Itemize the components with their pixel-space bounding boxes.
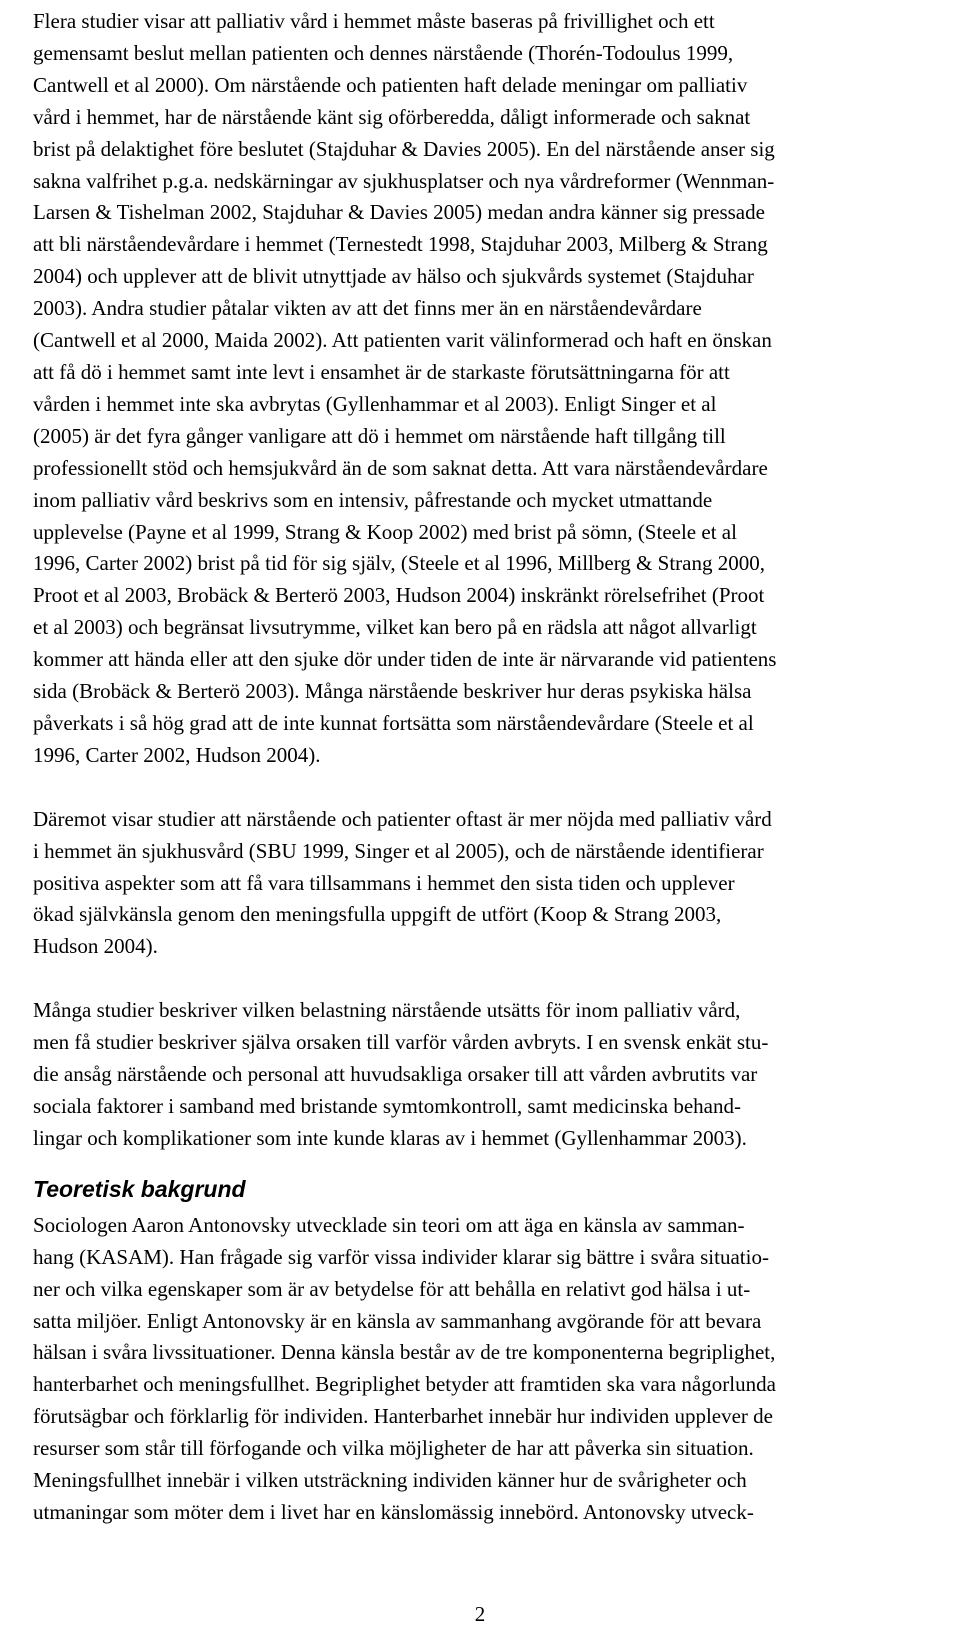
text-line: hälsan i svåra livssituationer. Denna känsla består av de tre komponenterna begriplighet, (33, 1340, 776, 1365)
text-line: Meningsfullhet innebär i vilken utsträckning individen känner hur de svårigheter och (33, 1468, 747, 1493)
text-line: sakna valfrihet p.g.a. nedskärningar av sjukhusplatser och nya vårdreformer (Wennman- (33, 168, 775, 193)
text-line: die ansåg närstående och personal att huvudsakliga orsaker till att vården avbrutits var (33, 1062, 758, 1087)
text-line: att få dö i hemmet samt inte levt i ensamhet är de starkaste förutsättningarna för att (33, 359, 730, 384)
text-line: sida (Brobäck & Berterö 2003). Många närstående beskriver hur deras psykiska hälsa (33, 679, 752, 704)
text-line: inom palliativ vård beskrivs som en intensiv, påfrestande och mycket utmattande (33, 487, 713, 512)
text-line: satta miljöer. Enligt Antonovsky är en känsla av sammanhang avgörande för att bevara (33, 1308, 762, 1333)
text-line: Sociologen Aaron Antonovsky utvecklade sin teori om att äga en känsla av samman- (33, 1212, 745, 1237)
text-line: brist på delaktighet före beslutet (Stajduhar & Davies 2005). En del närstående anser sig (33, 136, 775, 161)
page-number: 2 (474, 1602, 486, 1626)
text-line: Hudson 2004). (33, 934, 158, 959)
paragraph-3 (33, 995, 920, 1155)
text-line: Många studier beskriver vilken belastning närstående utsätts för inom palliativ vård, (33, 998, 741, 1023)
text-line: professionellt stöd och hemsjukvård än de som saknat detta. Att vara närståendevårdare (33, 455, 768, 480)
text-line: Däremot visar studier att närstående och patienter oftast är mer nöjda med palliativ vård (33, 806, 772, 831)
paragraph-1 (33, 6, 920, 772)
text-line: 1996, Carter 2002) brist på tid för sig själv, (Steele et al 1996, Millberg & Strang 2000, (33, 551, 765, 576)
text-line: positiva aspekter som att få vara tillsammans i hemmet den sista tiden och upplever (33, 870, 735, 895)
text-line: et al 2003) och begränsat livsutrymme, vilket kan bero på en rädsla att något allvarligt (33, 615, 757, 640)
text-line: ökad självkänsla genom den meningsfulla uppgift de utfört (Koop & Strang 2003, (33, 902, 722, 927)
paragraph-2 (33, 804, 920, 964)
section-heading: Teoretisk bakgrund (33, 1175, 246, 1202)
text-line: lingar och komplikationer som inte kunde klaras av i hemmet (Gyllenhammar 2003). (33, 1125, 747, 1150)
text-line: utmaningar som möter dem i livet har en känslomässig innebörd. Antonovsky utveck- (33, 1499, 754, 1524)
text-line: Cantwell et al 2000). Om närstående och patienten haft delade meningar om palliativ (33, 72, 748, 97)
text-line: resurser som står till förfogande och vilka möjligheter de har att påverka sin situation. (33, 1436, 754, 1461)
text-line: Flera studier visar att palliativ vård i hemmet måste baseras på frivillighet och ett (33, 9, 715, 33)
text-line: förutsägbar och förklarlig för individen. Hanterbarhet innebär hur individen upplever de (33, 1404, 773, 1429)
text-line: vården i hemmet inte ska avbrytas (Gyllenhammar et al 2003). Enligt Singer et al (33, 391, 717, 416)
text-line: påverkats i så hög grad att de inte kunnat fortsätta som närståendevårdare (Steele et al (33, 710, 754, 735)
text-line: Proot et al 2003, Brobäck & Berterö 2003, Hudson 2004) inskränkt rörelsefrihet (Proot (33, 583, 765, 608)
text-line: Larsen & Tishelman 2002, Stajduhar & Davies 2005) medan andra känner sig pressade (33, 200, 765, 225)
text-line: hanterbarhet och meningsfullhet. Begriplighet betyder att framtiden ska vara någorlunda (33, 1372, 776, 1397)
text-line: hang (KASAM). Han frågade sig varför vissa individer klarar sig bättre i svåra situatio- (33, 1244, 769, 1269)
text-line: (2005) är det fyra gånger vanligare att dö i hemmet om närstående haft tillgång till (33, 423, 726, 448)
text-line: upplevelse (Payne et al 1999, Strang & Koop 2002) med brist på sömn, (Steele et al (33, 519, 737, 544)
text-line: 2003). Andra studier påtalar vikten av att det finns mer än en närståendevårdare (33, 296, 702, 321)
text-line: gemensamt beslut mellan patienten och dennes närstående (Thorén-Todoulus 1999, (33, 40, 734, 65)
text-line: i hemmet än sjukhusvård (SBU 1999, Singer et al 2005), och de närstående identifierar (33, 838, 764, 863)
text-line: 2004) och upplever att de blivit utnyttjade av hälso och sjukvårds systemet (Stajduhar (33, 264, 754, 289)
text-line: ner och vilka egenskaper som är av betydelse för att behålla en relativt god hälsa i ut- (33, 1276, 751, 1301)
text-line: (Cantwell et al 2000, Maida 2002). Att patienten varit välinformerad och haft en önskan (33, 328, 772, 353)
text-line: kommer att hända eller att den sjuke dör under tiden de inte är närvarande vid patientens (33, 647, 777, 672)
text-line: vård i hemmet, har de närstående känt sig oförberedda, dåligt informerade och saknat (33, 104, 751, 129)
text-line: 1996, Carter 2002, Hudson 2004). (33, 742, 321, 767)
text-line: men få studier beskriver själva orsaken till varför vården avbryts. I en svensk enkät stu- (33, 1030, 769, 1055)
text-line: sociala faktorer i samband med bristande symtomkontroll, samt medicinska behand- (33, 1094, 741, 1118)
text-line: att bli närståendevårdare i hemmet (Ternestedt 1998, Stajduhar 2003, Milberg & Strang (33, 232, 768, 257)
section-paragraph (33, 1210, 920, 1529)
